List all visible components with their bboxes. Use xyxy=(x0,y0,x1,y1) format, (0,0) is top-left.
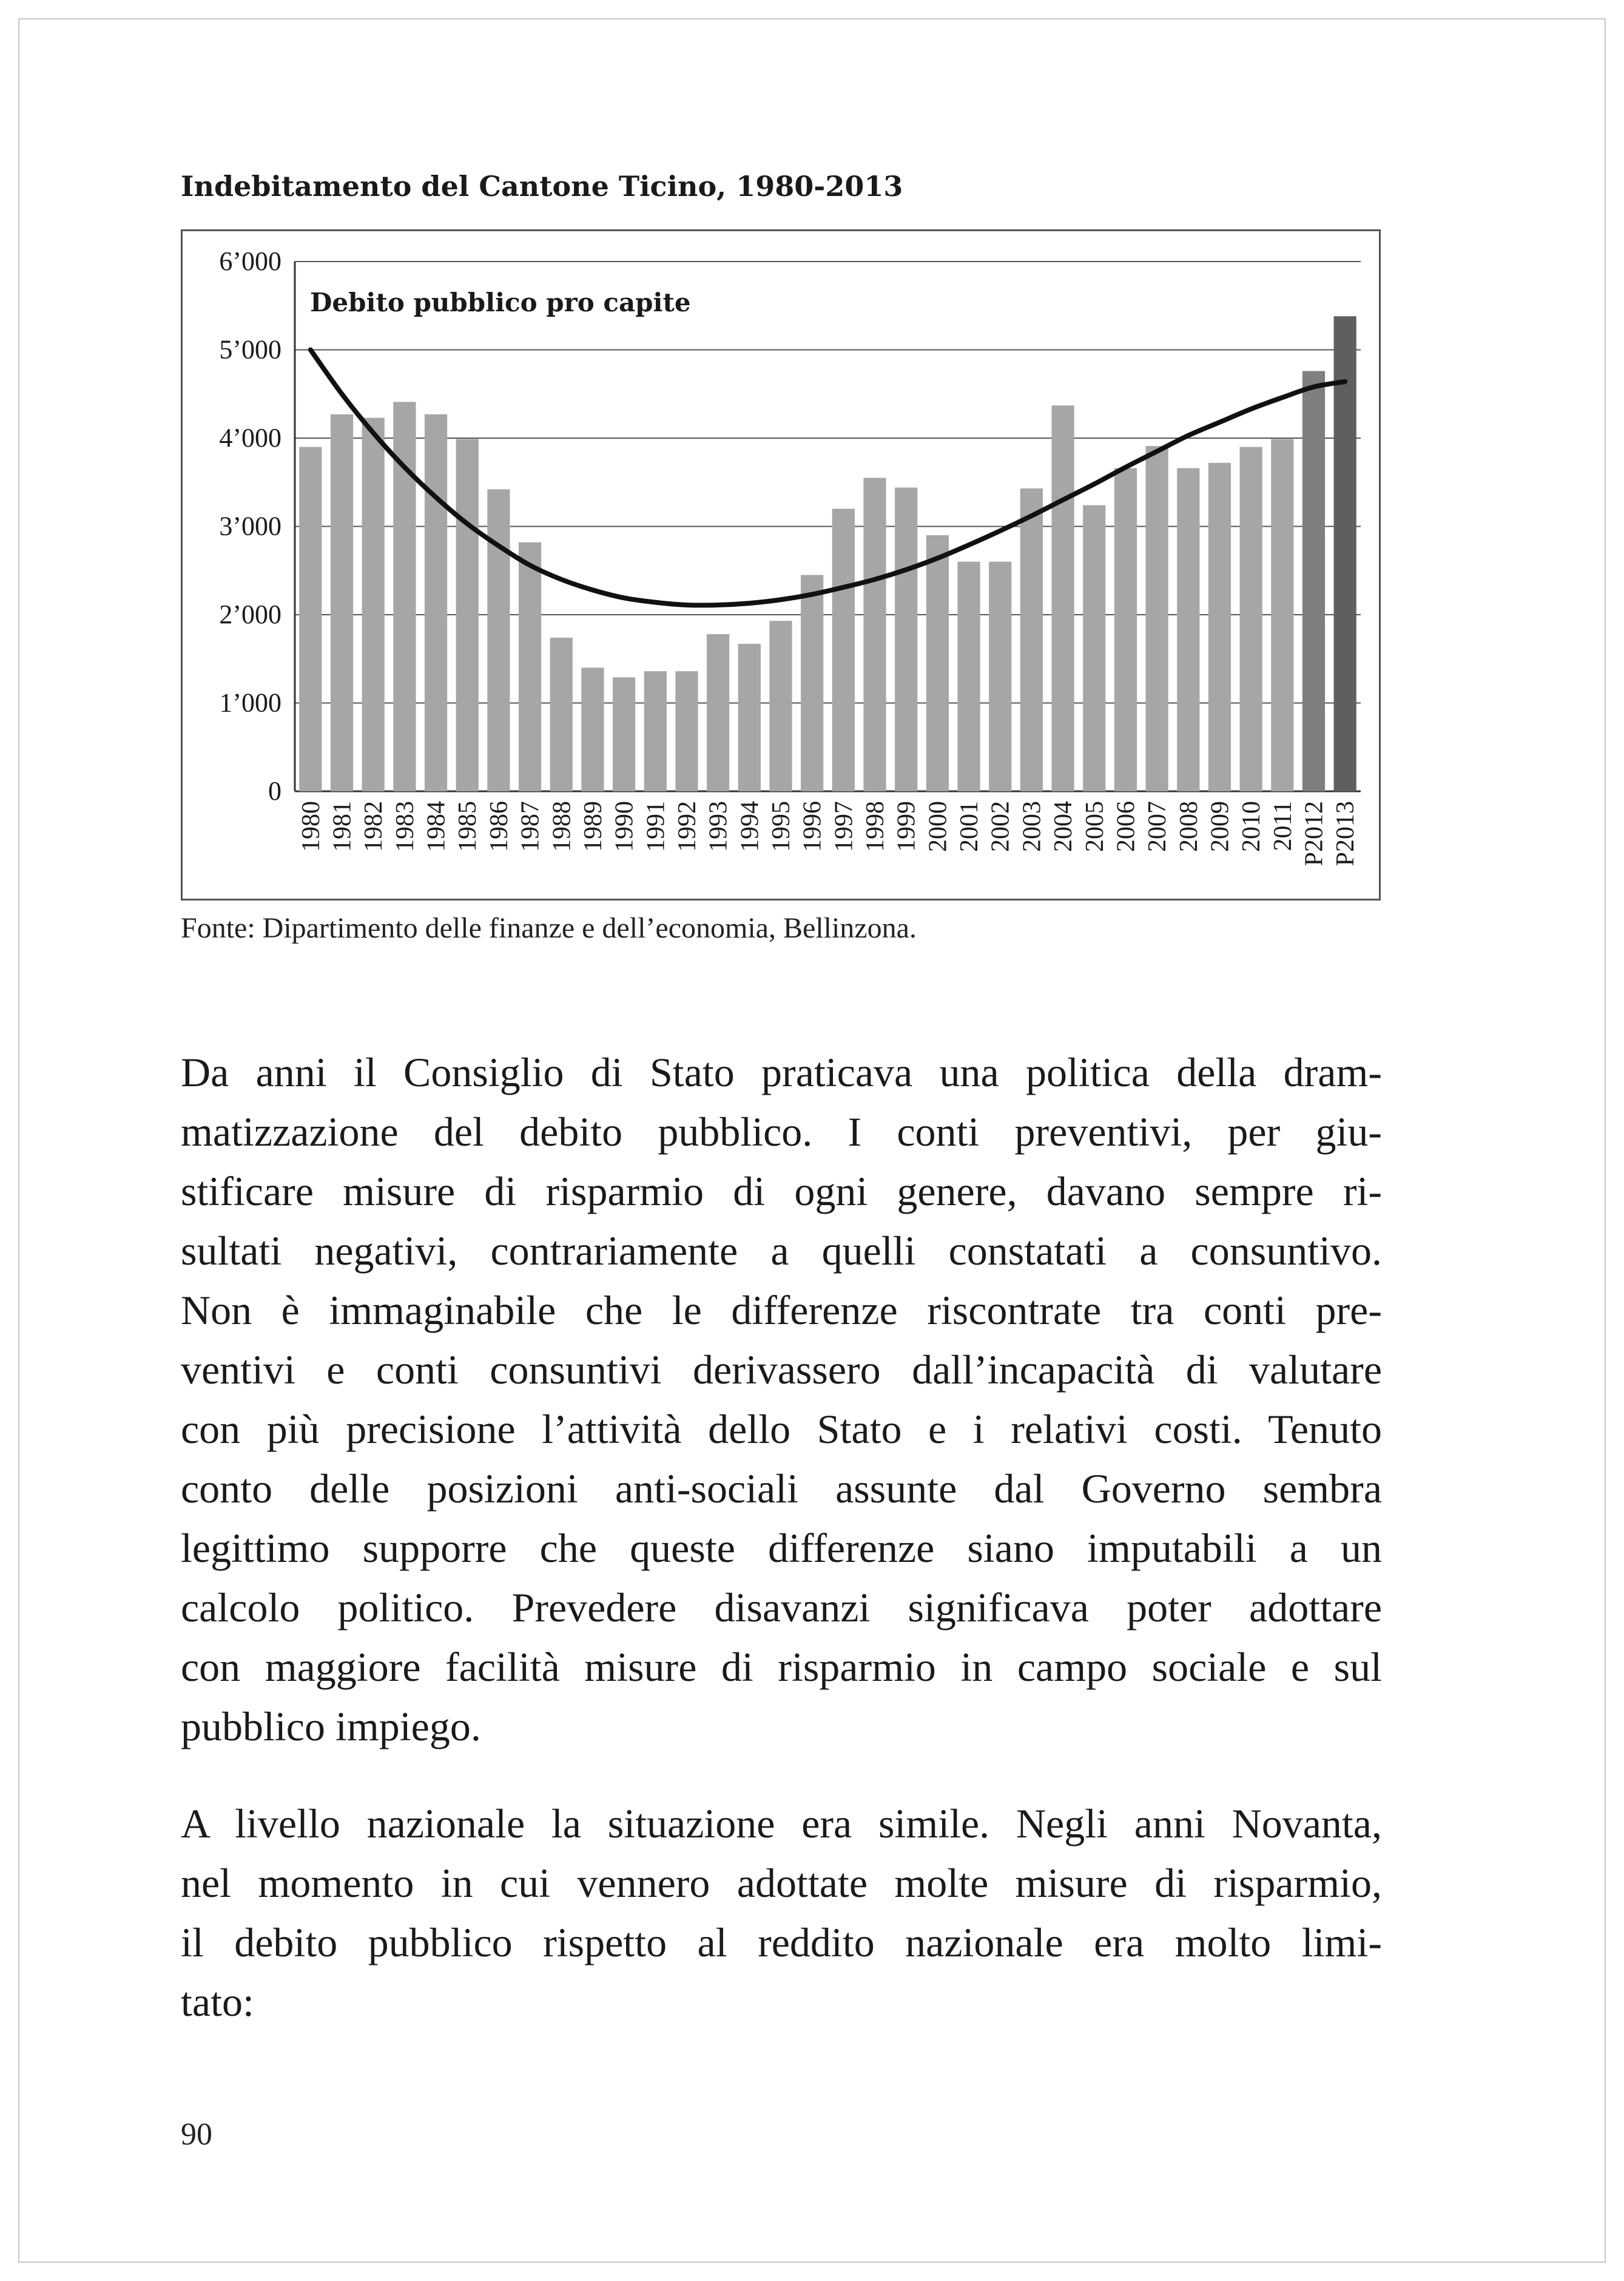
y-tick-label: 4’000 xyxy=(219,423,281,453)
text-line: sultati negativi, contrariamente a quelli constatati a consuntivo. xyxy=(181,1228,1382,1274)
bar-1999 xyxy=(895,487,917,791)
chart-subtitle: Debito pubblico pro capite xyxy=(310,288,691,317)
y-tick-labels xyxy=(219,246,281,806)
x-tick-label: 2003 xyxy=(1018,801,1046,852)
text-line: A livello nazionale la situazione era simile. Negli anni Novanta, xyxy=(181,1800,1382,1847)
bar-1984 xyxy=(425,414,447,791)
source-note: Fonte: Dipartimento delle finanze e dell’economia, Bellinzona. xyxy=(181,912,917,944)
text-line: con maggiore facilità misure di risparmio in campo sociale e sul xyxy=(181,1644,1382,1690)
bar-2010 xyxy=(1240,447,1262,791)
bars xyxy=(299,316,1356,791)
bar-1993 xyxy=(707,634,729,791)
bar-2000 xyxy=(926,535,949,791)
grid-lines xyxy=(295,262,1361,791)
bar-1998 xyxy=(863,478,886,791)
x-tick-label: 1988 xyxy=(548,801,576,852)
bar-2007 xyxy=(1145,446,1168,791)
bar-2009 xyxy=(1208,463,1231,791)
x-tick-label: 1982 xyxy=(360,801,388,852)
body-paragraph-1 xyxy=(181,1043,1382,1756)
x-tick-label: 2008 xyxy=(1174,801,1203,852)
bar-1986 xyxy=(487,489,510,791)
bar-1994 xyxy=(738,644,761,791)
bar-2002 xyxy=(989,562,1011,791)
bar-1996 xyxy=(801,575,823,791)
bar-1992 xyxy=(675,671,698,791)
text-line: matizzazione del debito pubblico. I conti preventivi, per giu- xyxy=(181,1109,1382,1155)
bar-P2013 xyxy=(1334,316,1356,791)
bar-2001 xyxy=(957,562,980,791)
x-tick-label: 2007 xyxy=(1144,801,1172,852)
x-tick-label: 1996 xyxy=(798,801,827,852)
x-tick-label: 1981 xyxy=(328,801,357,852)
y-tick-label: 3’000 xyxy=(219,511,281,541)
x-tick-label: 1989 xyxy=(579,801,607,852)
y-tick-label: 6’000 xyxy=(219,246,281,276)
bar-chart xyxy=(183,231,1379,899)
y-tick-label: 0 xyxy=(268,776,281,806)
chart-container xyxy=(181,229,1381,901)
x-tick-label: 1987 xyxy=(516,801,545,852)
text-line: il debito pubblico rispetto al reddito nazionale era molto limi- xyxy=(181,1919,1382,1965)
x-tick-label: 2009 xyxy=(1206,801,1235,852)
y-tick-label: 1’000 xyxy=(219,688,281,718)
bar-1981 xyxy=(331,414,353,791)
x-tick-label: 2001 xyxy=(955,801,984,852)
text-line: nel momento in cui vennero adottate molte misure di risparmio, xyxy=(181,1860,1382,1906)
text-line: ventivi e conti consuntivi derivassero dall’incapacità di valutare xyxy=(181,1347,1382,1393)
text-line: tato: xyxy=(181,1979,254,2025)
x-tick-label: 1984 xyxy=(422,801,451,852)
bar-2005 xyxy=(1083,505,1105,791)
x-tick-label: 1999 xyxy=(892,801,921,852)
x-tick-labels xyxy=(297,801,1360,866)
text-line: Da anni il Consiglio di Stato praticava una politica della dram- xyxy=(181,1049,1382,1095)
bar-1989 xyxy=(581,667,604,791)
x-tick-label: 1998 xyxy=(861,801,890,852)
text-line: con più precisione l’attività dello Stato e i relativi costi. Tenuto xyxy=(181,1406,1382,1452)
x-tick-label: 2004 xyxy=(1050,801,1078,852)
x-tick-label: P2012 xyxy=(1300,801,1329,867)
bar-1980 xyxy=(299,447,322,791)
bar-2004 xyxy=(1051,405,1074,791)
bar-1987 xyxy=(519,542,541,791)
x-tick-label: 1980 xyxy=(297,801,325,852)
bar-1985 xyxy=(456,439,479,791)
x-tick-label: 2000 xyxy=(924,801,952,852)
bar-1990 xyxy=(613,677,635,791)
chart-title: Indebitamento del Cantone Ticino, 1980-2013 xyxy=(181,170,903,203)
bar-2003 xyxy=(1020,488,1043,791)
x-tick-label: 1993 xyxy=(704,801,733,852)
x-tick-label: P2013 xyxy=(1332,801,1360,867)
x-tick-label: 1985 xyxy=(454,801,482,852)
y-tick-label: 2’000 xyxy=(219,600,281,629)
x-tick-label: 1991 xyxy=(642,801,670,852)
bar-1991 xyxy=(644,671,667,791)
x-tick-label: 2006 xyxy=(1112,801,1141,852)
bar-1988 xyxy=(550,638,573,791)
x-tick-label: 1994 xyxy=(736,801,764,852)
x-tick-label: 1997 xyxy=(830,801,858,852)
bar-1982 xyxy=(362,418,385,791)
bar-2011 xyxy=(1271,439,1293,791)
text-line: calcolo politico. Prevedere disavanzi significava poter adottare xyxy=(181,1584,1382,1630)
text-line: legittimo supporre che queste differenze siano imputabili a un xyxy=(181,1525,1382,1571)
body-paragraph-2 xyxy=(181,1794,1382,2032)
y-tick-label: 5’000 xyxy=(219,334,281,365)
x-tick-label: 2002 xyxy=(986,801,1015,852)
text-line: stificare misure di risparmio di ogni genere, davano sempre ri- xyxy=(181,1168,1382,1214)
bar-2006 xyxy=(1114,468,1137,791)
x-tick-label: 2010 xyxy=(1238,801,1266,852)
text-line: Non è immaginabile che le differenze riscontrate tra conti pre- xyxy=(181,1287,1382,1333)
bar-2008 xyxy=(1177,468,1199,791)
x-tick-label: 2011 xyxy=(1269,801,1297,851)
x-tick-label: 1990 xyxy=(610,801,639,852)
x-tick-label: 1983 xyxy=(391,801,419,852)
bar-1995 xyxy=(769,621,792,791)
text-line: pubblico impiego. xyxy=(181,1703,481,1749)
bar-1997 xyxy=(832,509,855,791)
x-tick-label: 1992 xyxy=(673,801,701,852)
x-tick-label: 2005 xyxy=(1080,801,1109,852)
bar-P2012 xyxy=(1302,371,1325,791)
text-line: conto delle posizioni anti-sociali assunte dal Governo sembra xyxy=(181,1465,1382,1512)
x-tick-label: 1986 xyxy=(485,801,513,852)
page-number: 90 xyxy=(181,2117,212,2152)
x-tick-label: 1995 xyxy=(767,801,795,852)
